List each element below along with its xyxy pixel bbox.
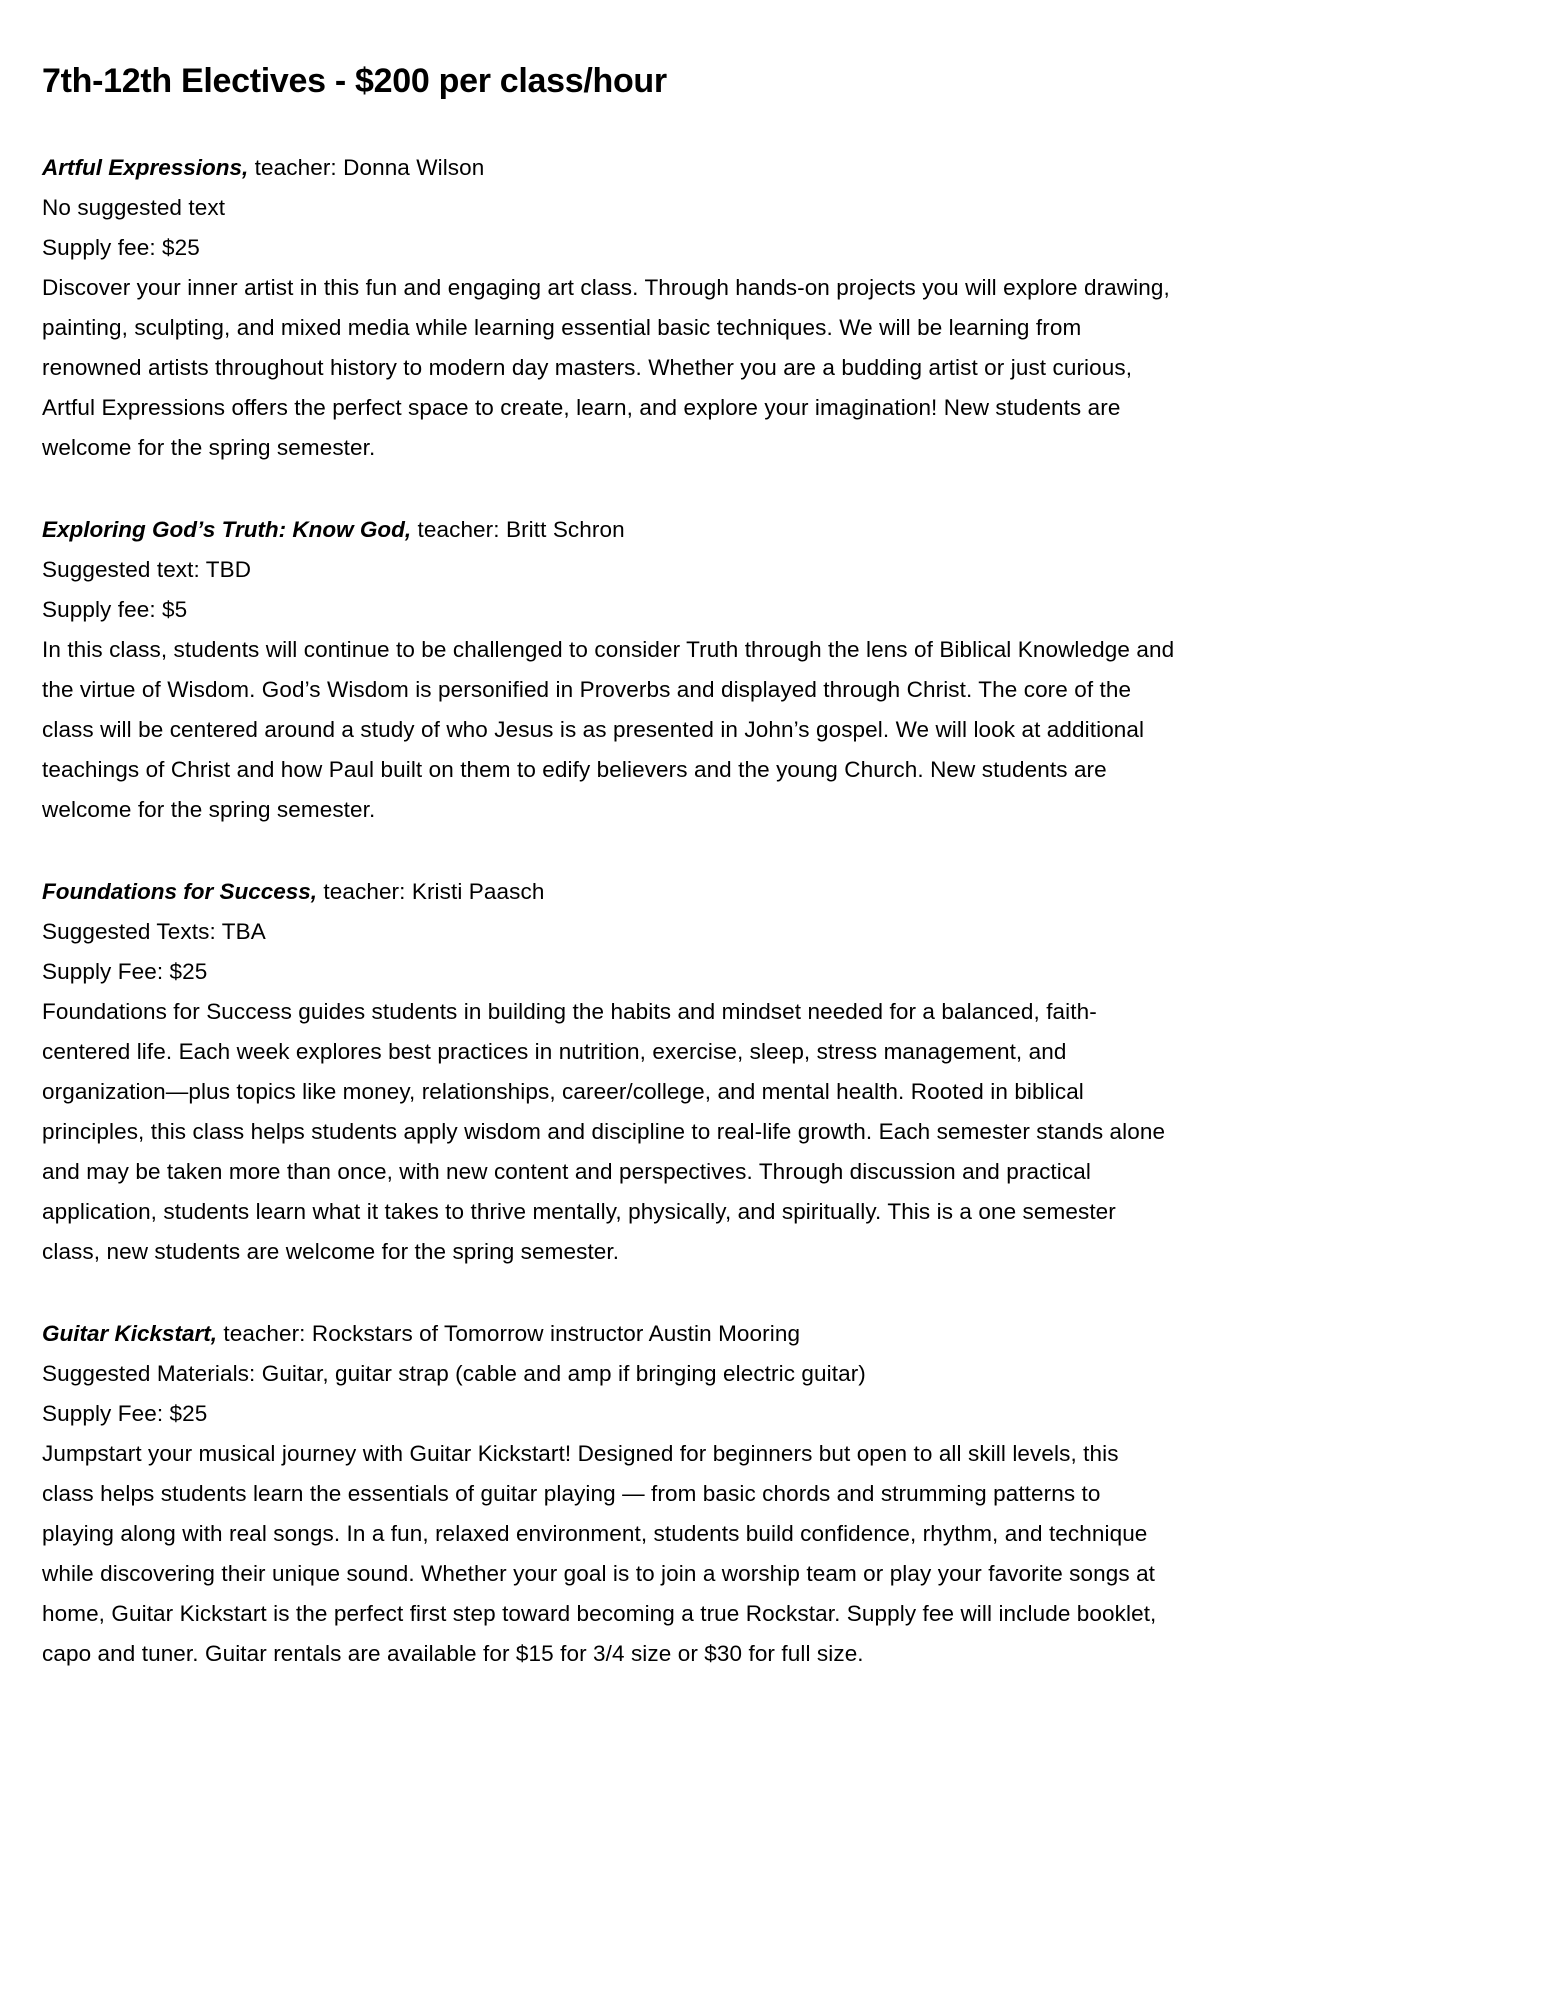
class-section-exploring-gods-truth (42, 510, 1175, 830)
suggested-text-line: Suggested Texts: TBA (42, 919, 266, 944)
class-description: In this class, students will continue to be challenged to consider Truth through the lens of Biblical Knowledge and the virtue of Wisdom. God’s Wisdom is personified in Proverbs and displayed through Christ. The core of the class will be centered around a study of who Jesus is as presented in John’s gospel. We will look at additional teachings of Christ and how Paul built on them to edify believers and the young Church. New students are welcome for the spring semester. (42, 637, 1175, 822)
class-description: Jumpstart your musical journey with Guitar Kickstart! Designed for beginners but open to all skill levels, this class helps students learn the essentials of guitar playing — from basic chords and strumming patterns to playing along with real songs. In a fun, relaxed environment, students build confidence, rhythm, and technique while discovering their unique sound. Whether your goal is to join a worship team or play your favorite songs at home, Guitar Kickstart is the perfect first step toward becoming a true Rockstar. Supply fee will include booklet, capo and tuner. Guitar rentals are available for $15 for 3/4 size or $30 for full size. (42, 1441, 1157, 1666)
class-heading (42, 148, 1175, 188)
teacher-label: teacher: Donna Wilson (254, 155, 485, 180)
class-heading (42, 510, 1175, 550)
supply-fee-line: Supply Fee: $25 (42, 1401, 208, 1426)
teacher-label: teacher: Britt Schron (417, 517, 625, 542)
teacher-label: teacher: Kristi Paasch (323, 879, 545, 904)
supply-fee-line: Supply fee: $25 (42, 235, 200, 260)
class-name: Guitar Kickstart, (42, 1321, 218, 1346)
class-description: Discover your inner artist in this fun and engaging art class. Through hands-on projects you will explore drawing, painting, sculpting, and mixed media while learning essential basic techniques. We will be learning from renowned artists throughout history to modern day masters. Whether you are a budding artist or just curious, Artful Expressions offers the perfect space to create, learn, and explore your imagination! New students are welcome for the spring semester. (42, 275, 1170, 460)
class-section-foundations-for-success (42, 872, 1175, 1272)
suggested-text-line: Suggested Materials: Guitar, guitar strap (cable and amp if bringing electric guitar) (42, 1361, 866, 1386)
class-name: Artful Expressions, (42, 155, 249, 180)
class-heading (42, 1314, 1175, 1354)
teacher-label: teacher: Rockstars of Tomorrow instructor Austin Mooring (223, 1321, 801, 1346)
suggested-text-line: Suggested text: TBD (42, 557, 252, 582)
suggested-text-line: No suggested text (42, 195, 226, 220)
supply-fee-line: Supply Fee: $25 (42, 959, 208, 984)
class-heading (42, 872, 1175, 912)
class-name: Foundations for Success, (42, 879, 318, 904)
class-section-artful-expressions (42, 148, 1175, 468)
class-description: Foundations for Success guides students in building the habits and mindset needed for a balanced, faith-centered life. Each week explores best practices in nutrition, exercise, sleep, stress management, and organization—plus topics like money, relationships, career/college, and mental health. Rooted in biblical principles, this class helps students apply wisdom and discipline to real-life growth. Each semester stands alone and may be taken more than once, with new content and perspectives. Through discussion and practical application, students learn what it takes to thrive mentally, physically, and spiritually. This is a one semester class, new students are welcome for the spring semester. (42, 999, 1166, 1264)
supply-fee-line: Supply fee: $5 (42, 597, 188, 622)
class-name: Exploring God’s Truth: Know God, (42, 517, 412, 542)
page-title: 7th-12th Electives - $200 per class/hour (42, 62, 667, 100)
class-section-guitar-kickstart (42, 1314, 1175, 1674)
